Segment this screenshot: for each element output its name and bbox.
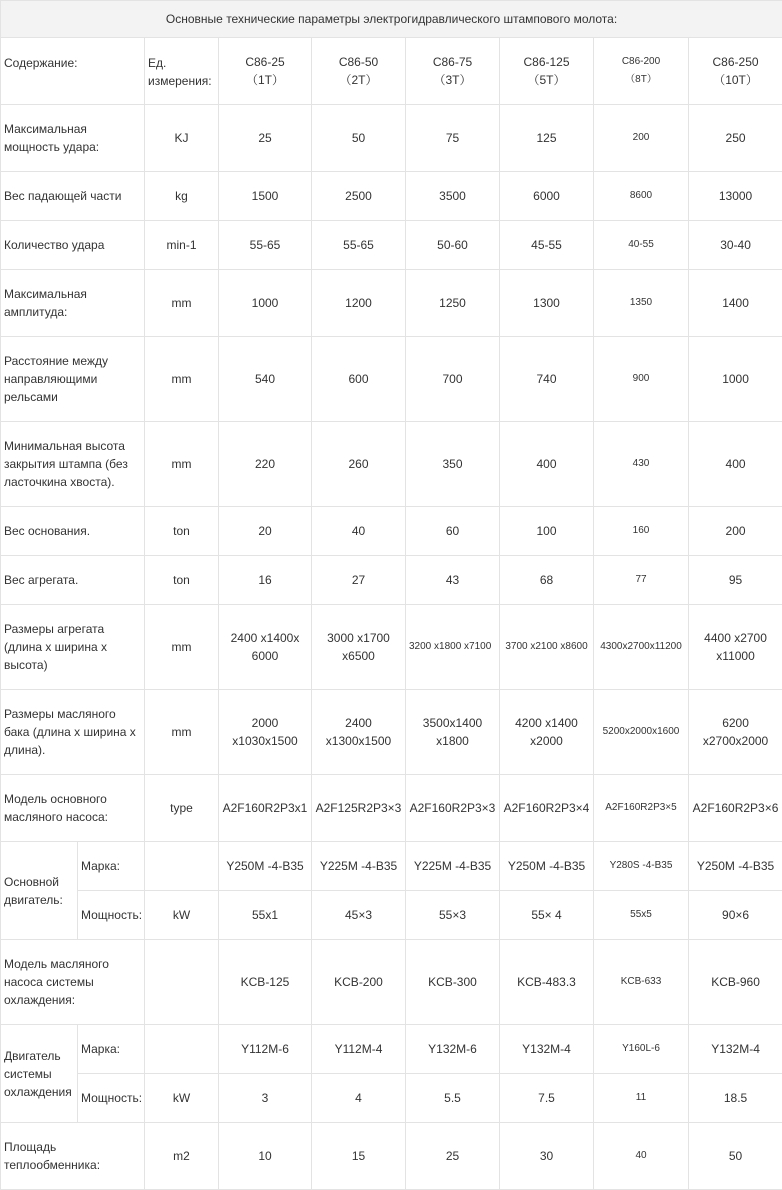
- table-cell: 4300x2700x11200: [594, 605, 689, 690]
- table-cell: 220: [219, 422, 312, 507]
- table-cell: 600: [312, 337, 406, 422]
- table-row: [1, 422, 782, 507]
- table-cell: 25: [219, 105, 312, 172]
- sub-row-label: Мощность:: [78, 891, 145, 940]
- row-label: Расстояние между направляющими рельсами: [1, 337, 145, 422]
- table-cell: 5200x2000x1600: [594, 690, 689, 775]
- header-row: [1, 38, 782, 105]
- model-header: [500, 38, 594, 105]
- table-cell: 3700 x2100 x8600: [500, 605, 594, 690]
- row-label: Вес агрегата.: [1, 556, 145, 605]
- table-cell: 15: [312, 1123, 406, 1190]
- table-cell: 1000: [219, 270, 312, 337]
- row-unit: ton: [145, 507, 219, 556]
- table-cell: 125: [500, 105, 594, 172]
- table-cell: 3200 x1800 x7100: [406, 605, 500, 690]
- table-cell: 55-65: [312, 221, 406, 270]
- table-cell: 1250: [406, 270, 500, 337]
- model-name: C86-250: [712, 55, 759, 69]
- sub-row-label: Мощность:: [78, 1074, 145, 1123]
- row-label: Размеры агрегата (длина x ширина x высота): [1, 605, 145, 690]
- table-cell: KCB-633: [594, 940, 689, 1025]
- table-cell: 5.5: [406, 1074, 500, 1123]
- model-tons: （3T）: [433, 73, 472, 87]
- table-cell: 16: [219, 556, 312, 605]
- sub-row-label: Марка:: [78, 1025, 145, 1074]
- table-cell: 55×3: [406, 891, 500, 940]
- table-cell: 4200 x1400 x2000: [500, 690, 594, 775]
- table-row: [1, 172, 782, 221]
- table-cell: 40: [312, 507, 406, 556]
- table-row: [1, 842, 782, 891]
- model-name: C86-200: [621, 56, 661, 67]
- model-name: C86-25: [245, 55, 285, 69]
- table-cell: Y250M -4-B35: [689, 842, 782, 891]
- table-cell: KCB-960: [689, 940, 782, 1025]
- table-row: [1, 221, 782, 270]
- table-cell: 90×6: [689, 891, 782, 940]
- row-unit: [145, 1025, 219, 1074]
- row-unit: kg: [145, 172, 219, 221]
- table-cell: 6000: [500, 172, 594, 221]
- table-cell: Y112M-4: [312, 1025, 406, 1074]
- table-title: Основные технические параметры электрогидравлического штампового молота:: [1, 1, 782, 38]
- table-cell: 95: [689, 556, 782, 605]
- table-cell: 1200: [312, 270, 406, 337]
- table-cell: 40: [594, 1123, 689, 1190]
- row-unit: kW: [145, 891, 219, 940]
- table-cell: Y132M-6: [406, 1025, 500, 1074]
- table-cell: 2500: [312, 172, 406, 221]
- row-unit: ton: [145, 556, 219, 605]
- table-cell: 3500x1400 x1800: [406, 690, 500, 775]
- model-tons: （2T）: [339, 73, 378, 87]
- table-cell: 6200 x2700x2000: [689, 690, 782, 775]
- row-label: Вес основания.: [1, 507, 145, 556]
- row-unit: mm: [145, 270, 219, 337]
- table-cell: 350: [406, 422, 500, 507]
- table-cell: 50-60: [406, 221, 500, 270]
- table-row: [1, 1025, 782, 1074]
- table-cell: 10: [219, 1123, 312, 1190]
- table-cell: 2400 x1400x 6000: [219, 605, 312, 690]
- table-cell: A2F160R2P3×3: [406, 775, 500, 842]
- table-cell: Y132M-4: [500, 1025, 594, 1074]
- table-cell: 1400: [689, 270, 782, 337]
- table-cell: 55-65: [219, 221, 312, 270]
- table-cell: 2400 x1300x1500: [312, 690, 406, 775]
- title-row: [1, 1, 782, 38]
- table-cell: A2F160R2P3×5: [594, 775, 689, 842]
- table-cell: 400: [500, 422, 594, 507]
- table-row: [1, 690, 782, 775]
- table-row: [1, 270, 782, 337]
- table-cell: A2F125R2P3×3: [312, 775, 406, 842]
- table-cell: 27: [312, 556, 406, 605]
- model-tons: （1T）: [245, 73, 284, 87]
- table-cell: Y250M -4-B35: [219, 842, 312, 891]
- table-cell: 45×3: [312, 891, 406, 940]
- table-cell: 68: [500, 556, 594, 605]
- table-cell: A2F160R2P3×4: [500, 775, 594, 842]
- table-row: [1, 556, 782, 605]
- table-cell: 30: [500, 1123, 594, 1190]
- table-cell: 43: [406, 556, 500, 605]
- model-header: [312, 38, 406, 105]
- model-name: C86-125: [523, 55, 570, 69]
- table-cell: 1350: [594, 270, 689, 337]
- table-cell: 1500: [219, 172, 312, 221]
- table-cell: 3: [219, 1074, 312, 1123]
- row-label: Количество удара: [1, 221, 145, 270]
- model-name: C86-75: [432, 55, 473, 69]
- table-row: [1, 105, 782, 172]
- table-cell: 45-55: [500, 221, 594, 270]
- table-cell: 160: [594, 507, 689, 556]
- table-cell: 50: [689, 1123, 782, 1190]
- table-cell: 25: [406, 1123, 500, 1190]
- row-group-label: Основной двигатель:: [1, 842, 78, 940]
- content-header: Содержание:: [1, 38, 145, 105]
- table-cell: Y225M -4-B35: [312, 842, 406, 891]
- row-label: Вес падающей части: [1, 172, 145, 221]
- row-unit: kW: [145, 1074, 219, 1123]
- table-cell: KCB-200: [312, 940, 406, 1025]
- row-unit: m2: [145, 1123, 219, 1190]
- table-cell: 55× 4: [500, 891, 594, 940]
- unit-header-line2: измерения:: [148, 74, 212, 88]
- table-cell: 200: [594, 105, 689, 172]
- table-cell: 30-40: [689, 221, 782, 270]
- table-cell: A2F160R2P3×6: [689, 775, 782, 842]
- sub-row-label: Марка:: [78, 842, 145, 891]
- row-unit: [145, 842, 219, 891]
- row-unit: mm: [145, 690, 219, 775]
- unit-header: [145, 38, 219, 105]
- table-cell: KCB-125: [219, 940, 312, 1025]
- table-cell: 18.5: [689, 1074, 782, 1123]
- row-unit: mm: [145, 337, 219, 422]
- table-cell: 900: [594, 337, 689, 422]
- row-unit: mm: [145, 422, 219, 507]
- table-cell: 3000 x1700 x6500: [312, 605, 406, 690]
- table-cell: 250: [689, 105, 782, 172]
- table-cell: 4400 x2700 x11000: [689, 605, 782, 690]
- table-cell: Y250M -4-B35: [500, 842, 594, 891]
- table-cell: 60: [406, 507, 500, 556]
- row-label: Модель основного масляного насоса:: [1, 775, 145, 842]
- row-unit: min-1: [145, 221, 219, 270]
- table-cell: 700: [406, 337, 500, 422]
- table-cell: Y225M -4-B35: [406, 842, 500, 891]
- table-row: [1, 1123, 782, 1190]
- table-row: [1, 1074, 782, 1123]
- table-cell: 11: [594, 1074, 689, 1123]
- row-label: Максимальная амплитуда:: [1, 270, 145, 337]
- table-row: [1, 337, 782, 422]
- model-tons: （8T）: [625, 74, 657, 85]
- row-unit: mm: [145, 605, 219, 690]
- table-cell: 50: [312, 105, 406, 172]
- model-header: [689, 38, 782, 105]
- row-unit: KJ: [145, 105, 219, 172]
- table-cell: KCB-300: [406, 940, 500, 1025]
- table-cell: 740: [500, 337, 594, 422]
- table-cell: 8600: [594, 172, 689, 221]
- table-cell: Y112M-6: [219, 1025, 312, 1074]
- model-tons: （5T）: [527, 73, 566, 87]
- table-cell: 20: [219, 507, 312, 556]
- row-label: Модель масляного насоса системы охлаждения:: [1, 940, 145, 1025]
- table-cell: 40-55: [594, 221, 689, 270]
- table-cell: 75: [406, 105, 500, 172]
- table-cell: 400: [689, 422, 782, 507]
- unit-header-line1: Ед.: [148, 56, 167, 70]
- model-header: [219, 38, 312, 105]
- model-tons: （10T）: [713, 73, 758, 87]
- row-group-label: Двигатель системы охлаждения: [1, 1025, 78, 1123]
- table-cell: 13000: [689, 172, 782, 221]
- table-cell: 77: [594, 556, 689, 605]
- model-name: C86-50: [338, 55, 379, 69]
- table-cell: Y132M-4: [689, 1025, 782, 1074]
- table-row: [1, 507, 782, 556]
- table-cell: 4: [312, 1074, 406, 1123]
- table-cell: 1300: [500, 270, 594, 337]
- table-cell: 200: [689, 507, 782, 556]
- table-cell: A2F160R2P3x1: [219, 775, 312, 842]
- table-cell: 3500: [406, 172, 500, 221]
- table-cell: 55x1: [219, 891, 312, 940]
- table-row: [1, 940, 782, 1025]
- table-cell: 55x5: [594, 891, 689, 940]
- table-row: [1, 891, 782, 940]
- table-cell: 100: [500, 507, 594, 556]
- table-cell: KCB-483.3: [500, 940, 594, 1025]
- table-cell: 7.5: [500, 1074, 594, 1123]
- table-row: [1, 605, 782, 690]
- row-label: Размеры масляного бака (длина x ширина x длина).: [1, 690, 145, 775]
- row-unit: [145, 940, 219, 1025]
- table-cell: 2000 x1030x1500: [219, 690, 312, 775]
- table-row: [1, 775, 782, 842]
- model-header: [594, 38, 689, 105]
- row-unit: type: [145, 775, 219, 842]
- table-cell: 540: [219, 337, 312, 422]
- table-cell: 260: [312, 422, 406, 507]
- row-label: Максимальная мощность удара:: [1, 105, 145, 172]
- table-cell: Y280S -4-B35: [594, 842, 689, 891]
- table-cell: 1000: [689, 337, 782, 422]
- table-cell: Y160L-6: [594, 1025, 689, 1074]
- model-header: [406, 38, 500, 105]
- row-label: Площадь теплообменника:: [1, 1123, 145, 1190]
- table-cell: 430: [594, 422, 689, 507]
- row-label: Минимальная высота закрытия штампа (без ласточкина хвоста).: [1, 422, 145, 507]
